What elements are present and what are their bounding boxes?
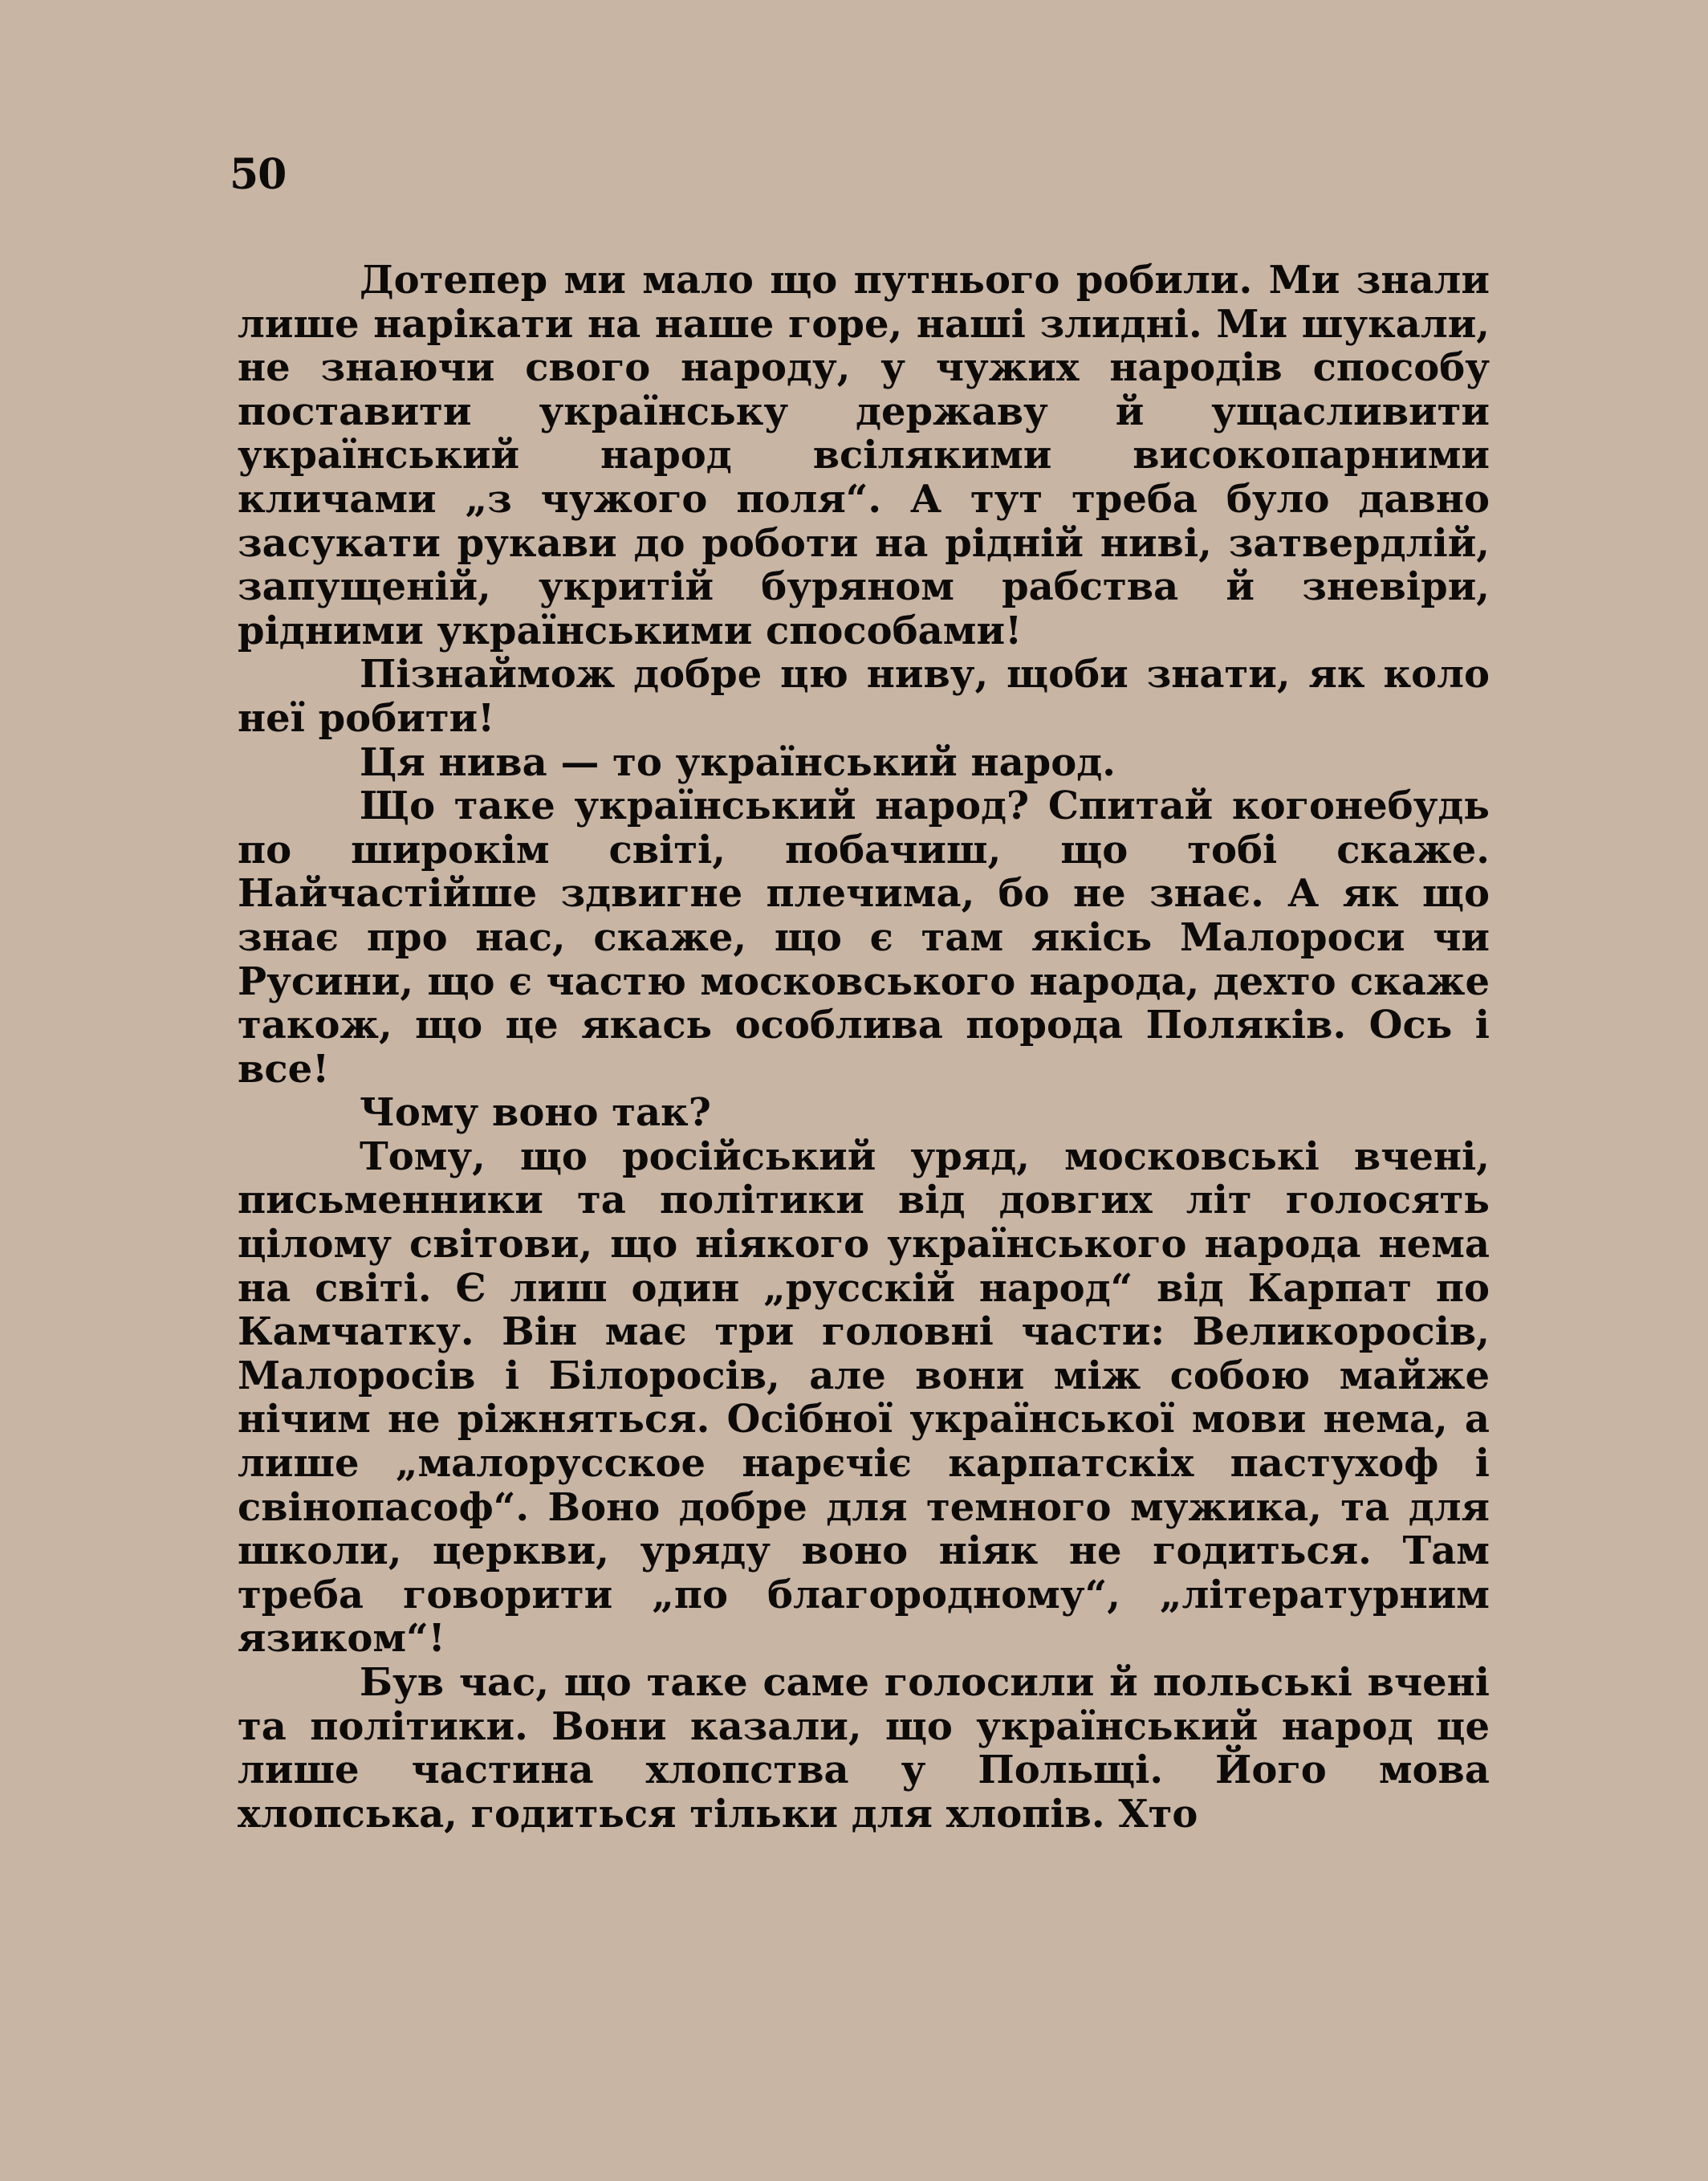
- page-number: 50: [230, 150, 287, 199]
- body-text: [238, 258, 1490, 1836]
- paragraph-5: Чому воно так?: [360, 1090, 711, 1136]
- paragraph-3: Ця нива — то український народ.: [360, 739, 1116, 785]
- paragraph-6: Тому, що російський уряд, московські вчені, письменники та політики від довгих літ голосять цілому світови, що ніякого українського народа нема на світі. Є лиш один „русскій народ“ від Карпат по Камчатку. Він має три головні части: Великоросів, Малоросів і Білоросів, але вони між собою майже нічим не ріжняться. Осібної української мови нема, а лише „малорусское нарєчіє карпатскіх пастухоф і свінопасоф“. Воно добре для темного мужика, та для школи, церкви, уряду воно ніяк не годиться. Там треба говорити „по благородному“, „літературним язиком“!: [238, 1133, 1490, 1662]
- paragraph-7: Був час, що таке саме голосили й польські вчені та політики. Вони казали, що український народ це лише частина хлопства у Польщі. Його мова хлопська, годиться тільки для хлопів. Хто: [238, 1660, 1490, 1837]
- paragraph-2: Пізнаймож добре цю ниву, щоби знати, як коло неї робити!: [238, 652, 1490, 741]
- paragraph-4: Що таке український народ? Спитай когонебудь по широкім світі, побачиш, що тобі скаже. Найчастійше здвигне плечима, бо не знає. А як що знає про нас, скаже, що є там якісь Малороси чи Русини, що є частю московського народа, дехто скаже також, що це якась особлива порода Поляків. Ось і все!: [238, 783, 1490, 1092]
- paragraph-1: Дотепер ми мало що путнього робили. Ми знали лише нарікати на наше горе, наші злидні. Ми шукали, не знаючи свого народу, у чужих народів способу поставити українську державу й ущасливити український народ всілякими високопарними кличами „з чужого поля“. А тут треба було давно засукати рукави до роботи на рідній ниві, затвердлій, запущеній, укритій буряном рабства й зневіри, рідними українськими способами!: [238, 258, 1490, 653]
